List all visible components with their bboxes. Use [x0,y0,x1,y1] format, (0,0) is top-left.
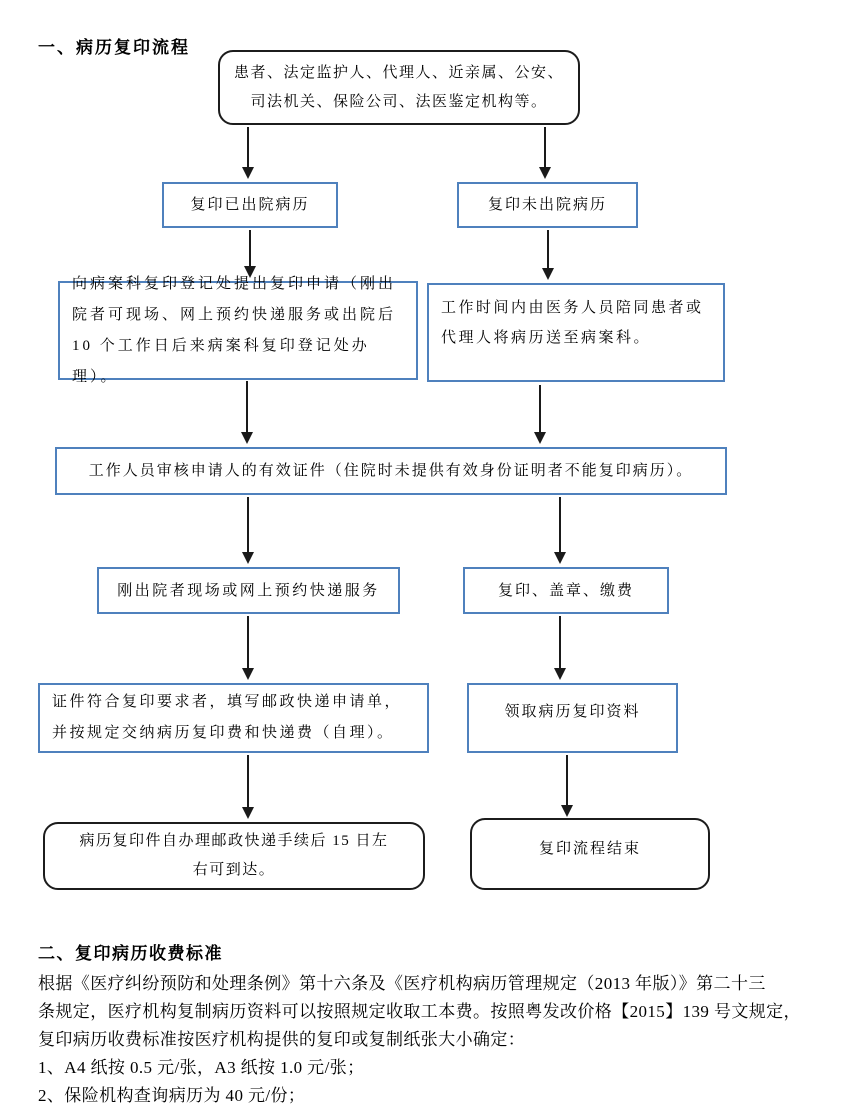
arrow-head-icon [539,167,551,179]
flow-node-label: 工作人员审核申请人的有效证件（住院时未提供有效身份证明者不能复印病历）。 [88,463,694,479]
arrow-head-icon [542,268,554,280]
section2-line: 根据《医疗纠纷预防和处理条例》第十六条及《医疗机构病历管理规定（2013 年版）》第二十三 [38,974,766,993]
flow-node-label: 复印流程结束 [538,841,641,857]
arrow-down-icon [241,497,254,564]
flow-node-apply-registration [58,275,418,385]
arrow-down-icon [560,755,573,817]
section2-line: 条规定，医疗机构复制病历资料可以按照规定收取工本费。按照粤发改价格【2015】139 号文规定， [38,1002,801,1021]
flow-node-line: 向病案科复印登记处提出复印申请（刚出 [72,275,397,292]
flow-node-express-reservation [97,567,400,614]
flow-node-line: 证件符合复印要求者，填写邮政快递申请单， [52,694,403,710]
flow-node-line: 病历复印件自办理邮政快递手续后 15 日左 [79,833,389,849]
arrow-down-icon [553,497,566,564]
arrow-head-icon [554,668,566,680]
arrow-down-icon [240,381,253,444]
arrow-down-icon [241,616,254,680]
arrow-down-icon [538,127,551,179]
flow-node-line: 工作时间内由医务人员陪同患者或 [441,300,704,316]
arrow-down-icon [541,230,554,280]
section2-line: 复印病历收费标准按医疗机构提供的复印或复制纸张大小确定： [38,1030,526,1049]
flow-node-copy-stamp-pay [463,567,669,614]
flow-node-process-end [470,818,710,890]
flow-node-line: 10 个工作日后来病案科复印登记处办理）。 [72,337,370,385]
arrow-head-icon [242,807,254,819]
flow-node-copy-discharged [162,182,338,228]
flow-node-verify-id [55,447,727,495]
section2-heading: 二、复印病历收费标准 [38,944,223,963]
flow-node-label: 复印、盖章、缴费 [497,582,634,599]
arrow-shaft [559,616,561,668]
arrow-head-icon [554,552,566,564]
arrow-shaft [249,230,251,266]
arrow-head-icon [242,552,254,564]
arrow-down-icon [533,385,546,444]
section2-line: 1、A4 纸按 0.5 元/张，A3 纸按 1.0 元/张； [38,1058,365,1077]
arrow-shaft [539,385,541,432]
flow-node-line: 司法机关、保险公司、法医鉴定机构等。 [250,93,548,110]
arrow-down-icon [241,755,254,819]
arrow-shaft [247,616,249,668]
flow-node-label: 刚出院者现场或网上预约快递服务 [117,582,380,599]
arrow-head-icon [242,167,254,179]
flow-node-copy-inpatient [457,182,638,228]
arrow-shaft [566,755,568,805]
flow-node-fill-express-form [38,683,429,753]
section1-heading: 一、病历复印流程 [38,38,190,57]
arrow-head-icon [534,432,546,444]
flow-node-applicants [218,50,580,125]
arrow-head-icon [561,805,573,817]
arrow-shaft [544,127,546,167]
flow-node-staff-escort [427,283,725,382]
flow-node-collect-copies [467,683,678,753]
flow-node-delivery-time [43,822,425,890]
arrow-down-icon [553,616,566,680]
flow-node-line: 并按规定交纳病历复印费和快递费（自理）。 [52,725,395,741]
arrow-shaft [247,497,249,552]
flow-node-line: 患者、法定监护人、代理人、近亲属、公安、 [233,64,564,81]
flow-node-line: 代理人将病历送至病案科。 [441,330,652,346]
flow-node-line: 院者可现场、网上预约快递服务或出院后 [72,306,397,323]
arrow-shaft [559,497,561,552]
flow-node-label: 复印未出院病历 [487,197,607,213]
section2-line: 2、保险机构查询病历为 40 元/份； [38,1086,306,1105]
arrow-head-icon [241,432,253,444]
arrow-head-icon [242,668,254,680]
arrow-shaft [247,127,249,167]
section2 [38,938,830,1106]
flow-node-label: 复印已出院病历 [190,197,310,213]
arrow-shaft [246,381,248,432]
arrow-shaft [547,230,549,268]
flow-node-line: 右可到达。 [192,862,276,878]
arrow-down-icon [241,127,254,179]
flow-node-label: 领取病历复印资料 [504,704,641,720]
arrow-shaft [247,755,249,807]
